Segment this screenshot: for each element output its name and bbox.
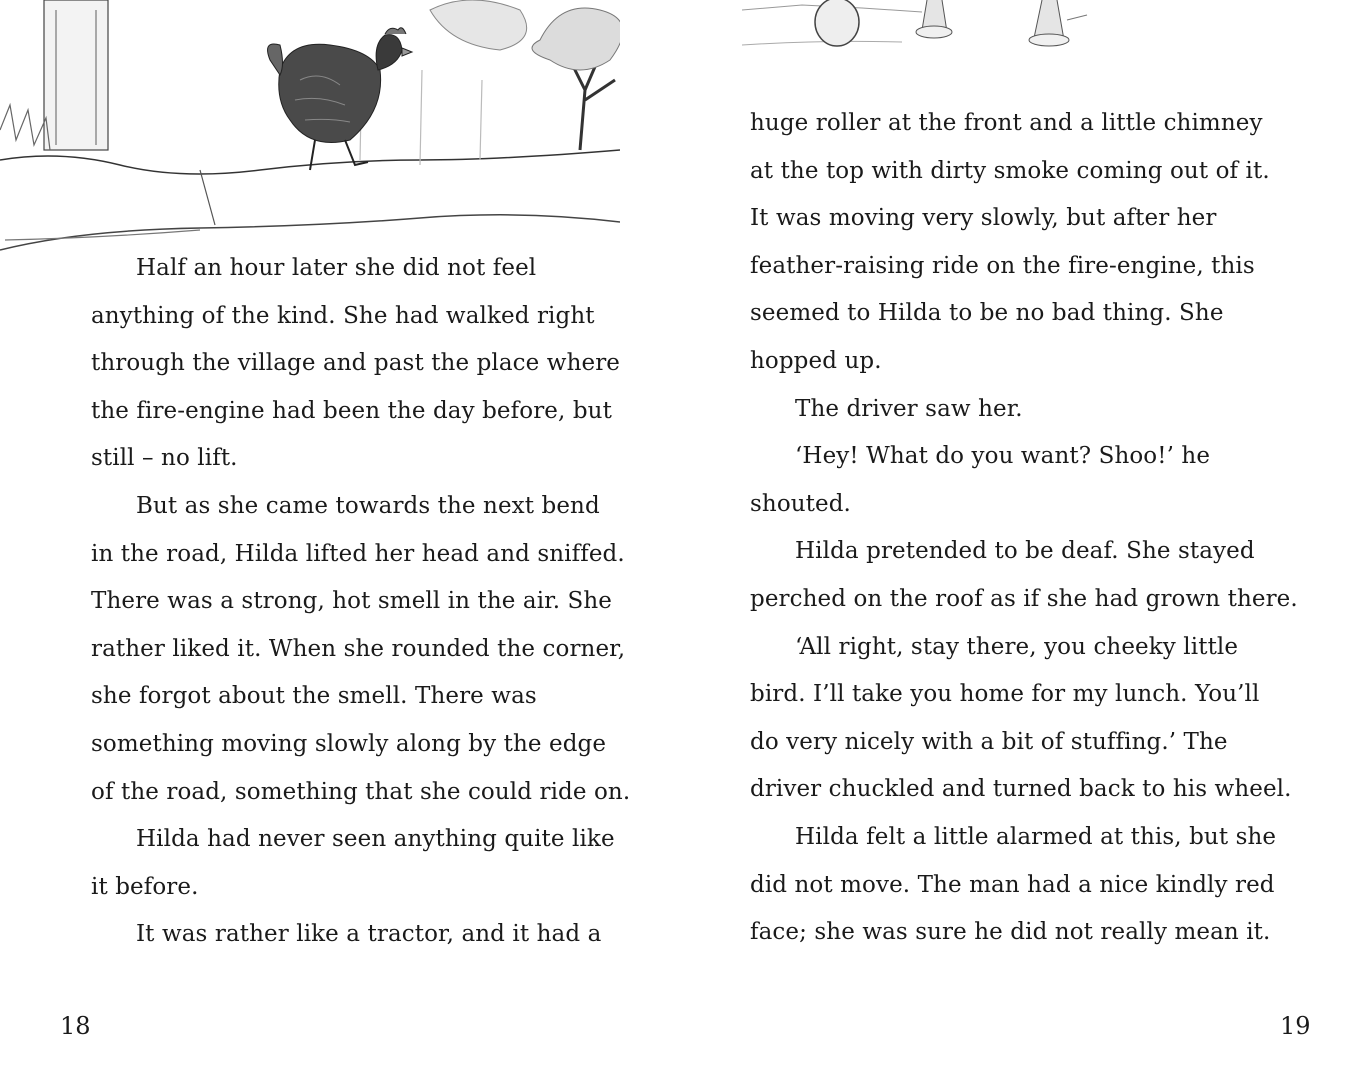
text-line: something moving slowly along by the edge: [91, 730, 607, 757]
text-line: the fire-engine had been the day before, but: [91, 397, 612, 424]
text-line: of the road, something that she could ride on.: [91, 778, 631, 805]
steamroller-illustration: [742, 0, 1102, 60]
text-line: It was rather like a tractor, and it had a: [136, 921, 602, 948]
text-line: shouted.: [750, 490, 851, 517]
text-line: rather liked it. When she rounded the corner,: [91, 635, 626, 662]
text-line: hopped up.: [750, 347, 882, 374]
text-line: do very nicely with a bit of stuffing.’ The: [750, 728, 1228, 755]
text-line: driver chuckled and turned back to his wheel.: [750, 776, 1292, 803]
text-line: But as she came towards the next bend: [136, 492, 600, 519]
text-line: face; she was sure he did not really mean it.: [750, 919, 1271, 946]
text-line: through the village and past the place where: [91, 350, 620, 377]
text-line: seemed to Hilda to be no bad thing. She: [750, 300, 1224, 327]
right-page-text: [750, 100, 1310, 957]
text-line: perched on the roof as if she had grown there.: [750, 585, 1298, 612]
text-line: still – no lift.: [91, 445, 238, 472]
text-line: she forgot about the smell. There was: [91, 683, 537, 710]
text-line: Hilda pretended to be deaf. She stayed: [795, 538, 1255, 565]
page-number: 19: [1280, 1012, 1311, 1040]
hen-illustration: [0, 0, 620, 260]
text-line: There was a strong, hot smell in the air. She: [91, 588, 613, 615]
left-page-text: [91, 245, 631, 959]
text-line: huge roller at the front and a little chimney: [750, 110, 1263, 136]
page-number: 18: [60, 1012, 91, 1040]
text-line: ‘Hey! What do you want? Shoo!’ he: [795, 443, 1211, 470]
text-line: in the road, Hilda lifted her head and sniffed.: [91, 540, 625, 567]
text-line: bird. I’ll take you home for my lunch. You’ll: [750, 681, 1260, 708]
text-line: at the top with dirty smoke coming out of it.: [750, 157, 1270, 184]
text-line: feather-raising ride on the fire-engine, this: [750, 252, 1255, 279]
text-line: It was moving very slowly, but after her: [750, 205, 1217, 232]
hen: [268, 28, 412, 170]
text-line: did not move. The man had a nice kindly red: [750, 871, 1275, 898]
text-line: Half an hour later she did not feel: [136, 255, 537, 281]
text-line: The driver saw her.: [795, 395, 1023, 422]
tree: [430, 0, 620, 150]
text-line: Hilda had never seen anything quite like: [136, 826, 615, 853]
text-line: ‘All right, stay there, you cheeky little: [795, 633, 1239, 660]
text-line: anything of the kind. She had walked right: [91, 302, 595, 329]
text-line: it before.: [91, 873, 199, 900]
text-line: Hilda felt a little alarmed at this, but she: [795, 823, 1277, 850]
right-page: [682, 0, 1364, 1080]
